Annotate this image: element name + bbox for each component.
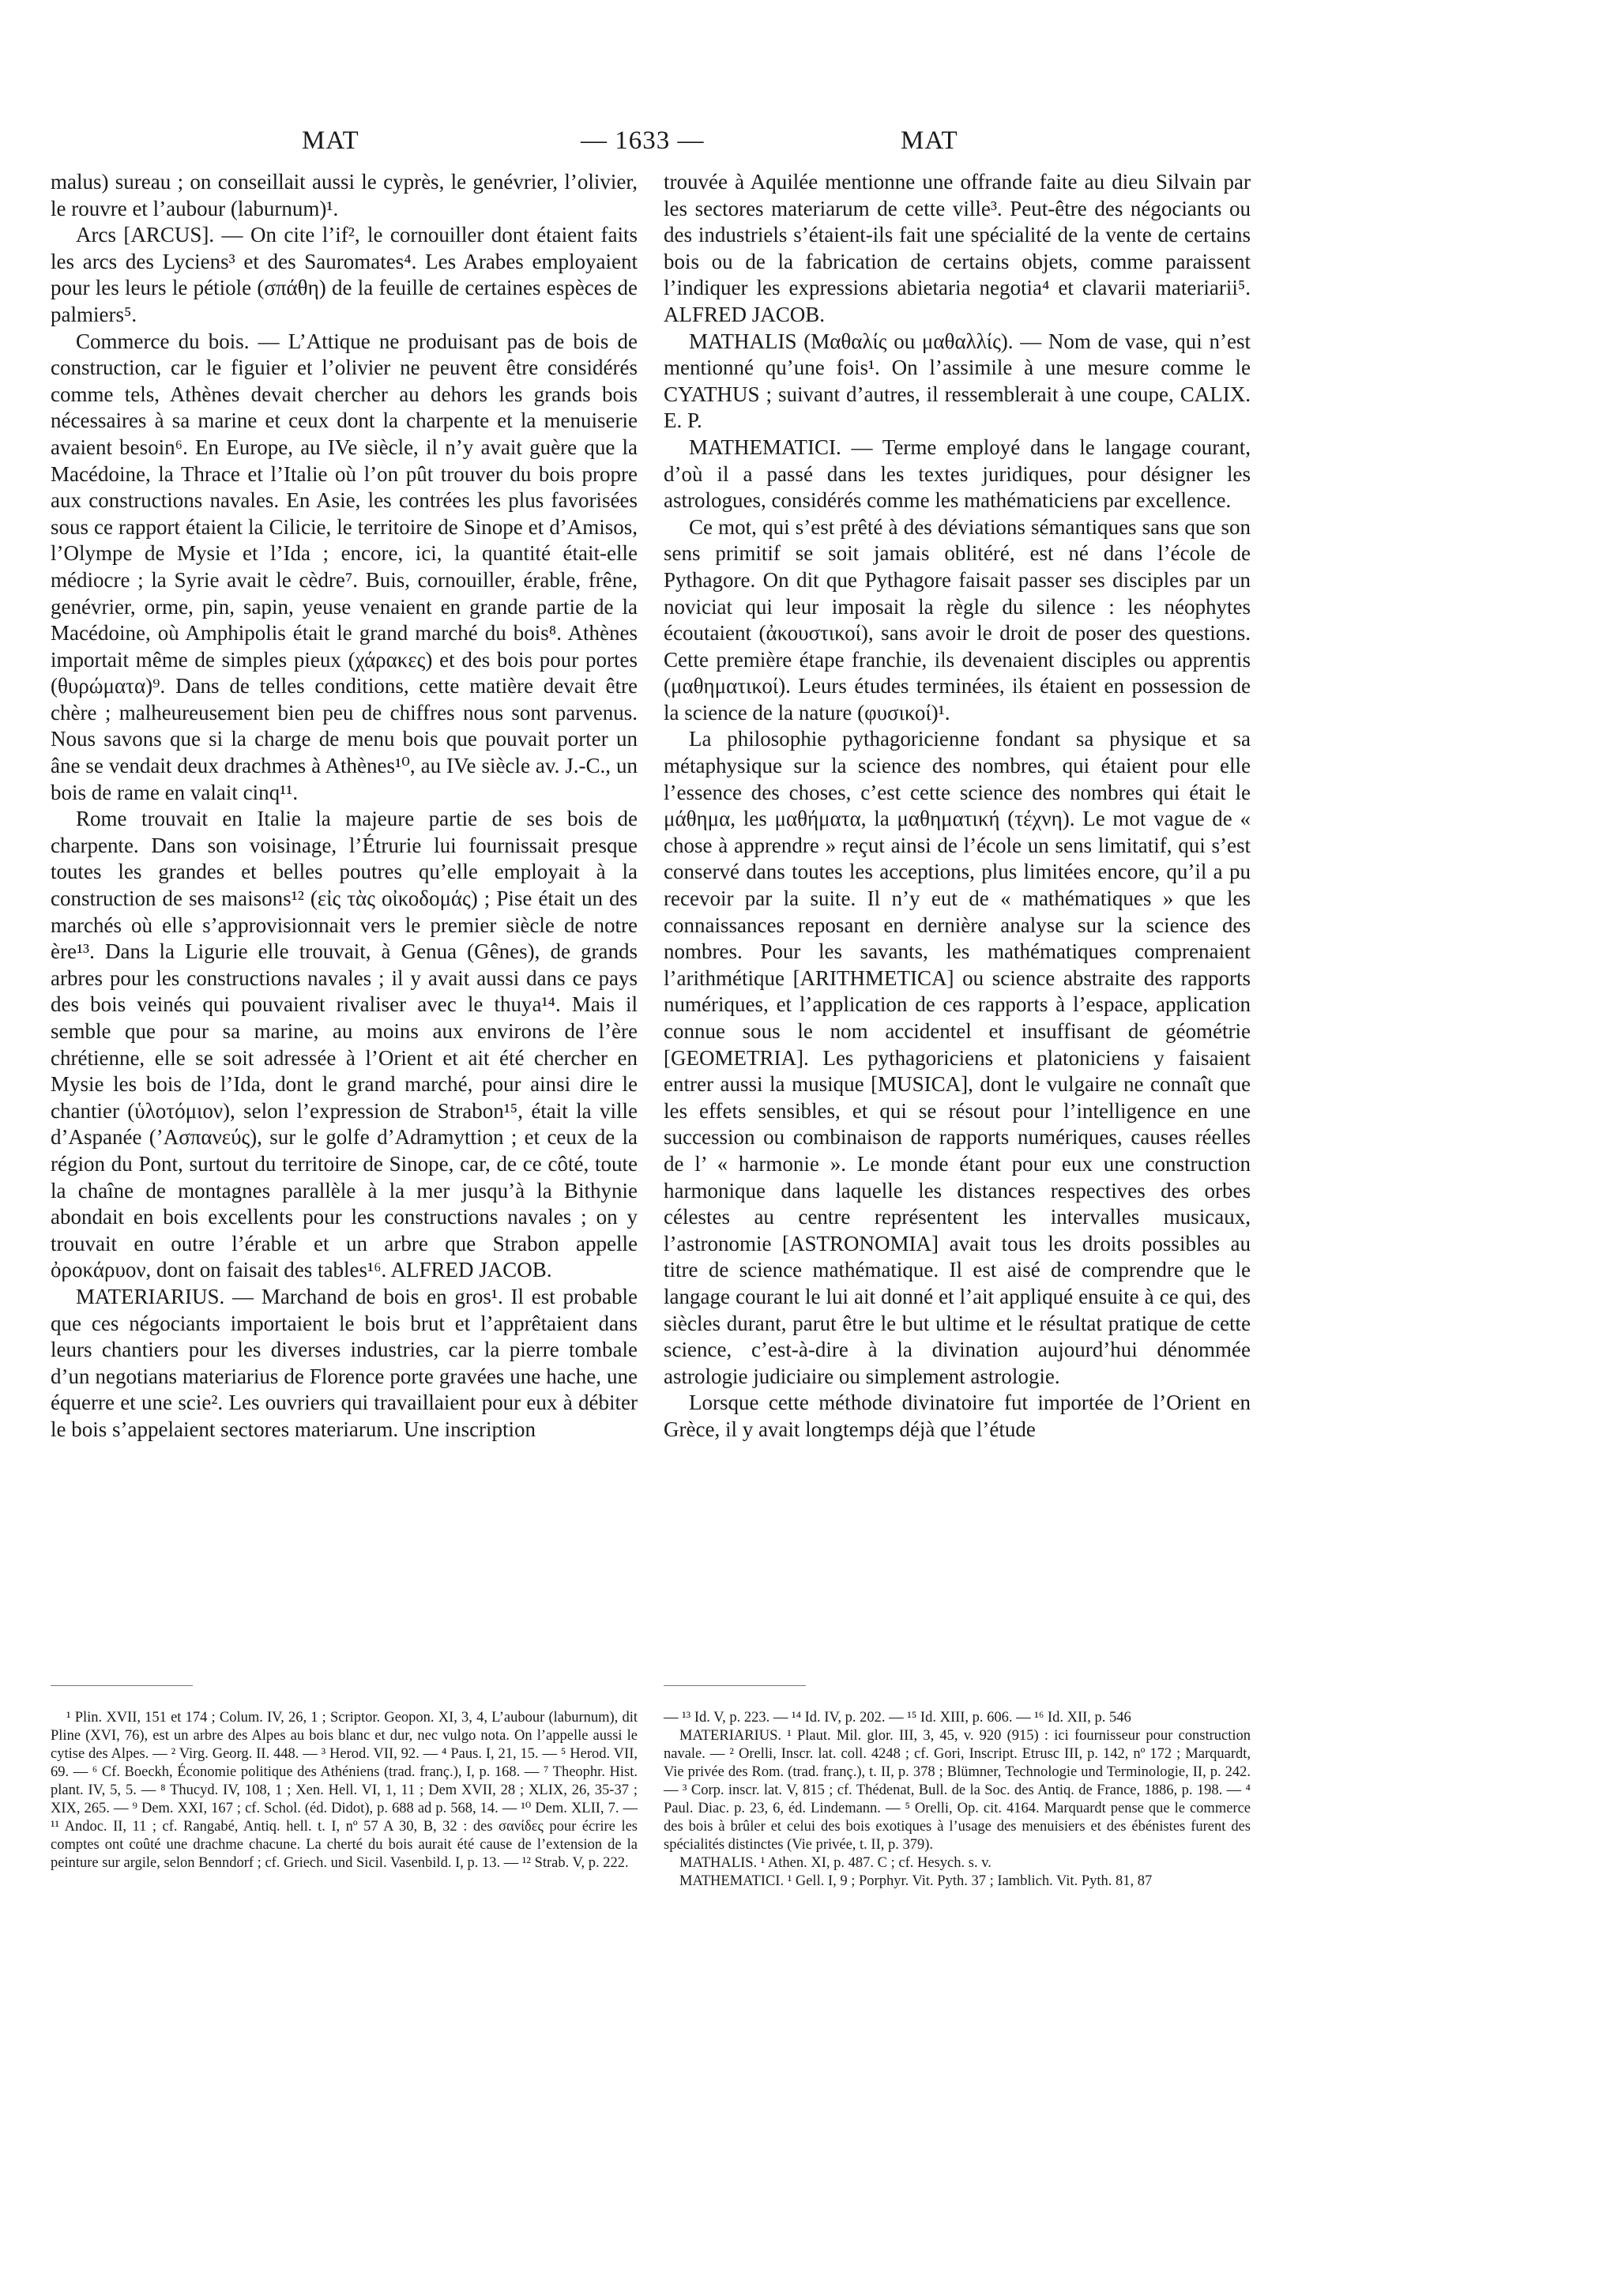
right-column-text xyxy=(664,169,1251,1443)
footnote-divider xyxy=(51,1685,193,1686)
paragraph: Commerce du bois. — L’Attique ne produisant pas de bois de construction, car le figuier et l’olivier ne peuvent être considérés comme tels, Athènes devait chercher au dehors les grands bois nécessaires à sa marine et ceux dont la charpente et la menuiserie avaient besoin⁶. En Europe, au IVe siècle, il n’y avait guère que la Macédoine, la Thrace et l’Italie où l’on pût trouver du bois propre aux constructions navales. En Asie, les contrées les plus favorisées sous ce rapport étaient la Cilicie, le territoire de Sinope et d’Amisos, l’Olympe de Mysie et l’Ida ; encore, ici, la quantité était-elle médiocre ; la Syrie avait le cèdre⁷. Buis, cornouiller, érable, frêne, genévrier, orme, pin, sapin, yeuse venaient en grande partie de la Macédoine, où Amphipolis était le grand marché du bois⁸. Athènes importait même de simples pieux (χάρακες) et des bois pour portes (θυρώματα)⁹. Dans de telles conditions, cette matière devait être chère ; malheureusement bien peu de chiffres nous sont parvenus. Nous savons que si la charge de menu bois que pouvait porter un âne se vendait deux drachmes à Athènes¹⁰, au IVe siècle av. J.-C., un bois de rame en valait cinq¹¹. xyxy=(51,329,638,804)
right-footnotes xyxy=(664,1709,1251,1891)
running-head-right: MAT xyxy=(901,126,958,155)
paragraph: Ce mot, qui s’est prêté à des déviations sémantiques sans que son sens primitif se soit jamais oblitéré, est né dans l’école de Pythagore. On dit que Pythagore faisait passer ses disciples par un noviciat qui leur imposait la règle du silence : les néophytes écoutaient (ἀκουστικοί), sans avoir le droit de poser des questions. Cette première étape franchie, ils devenaient disciples ou apprentis (μαθηματικοί). Leurs études terminées, ils étaient en possession de la science de la nature (φυσικοί)¹. xyxy=(664,514,1251,725)
footnote: MATHEMATICI. ¹ Gell. I, 9 ; Porphyr. Vit. Pyth. 37 ; Iamblich. Vit. Pyth. 81, 87 xyxy=(679,1873,1153,1889)
entry-materiarius: MATERIARIUS. — Marchand de bois en gros¹. Il est probable que ces négociants importaient le bois brut et l’apprêtaient dans leurs chantiers pour les diverses industries, car la pierre tombale d’un negotians materiarius de Florence porte gravées une hache, une équerre et une scie². Les ouvriers qui travaillaient pour eux à débiter le bois s’appelaient sectores materiarum. Une inscription xyxy=(51,1284,638,1441)
paragraph: Arcs [ARCUS]. — On cite l’if², le cornouiller dont étaient faits les arcs des Lyciens³ et des Sauromates⁴. Les Arabes employaient pour les leurs le pétiole (σπάθη) de la feuille de certaines espèces de palmiers⁵. xyxy=(51,223,638,326)
entry-mathematici: MATHEMATICI. — Terme employé dans le langage courant, d’où il a passé dans les textes juridiques, pour désigner les astrologues, considérés comme les mathématiciens par excellence. xyxy=(664,435,1251,513)
footnote-divider xyxy=(664,1685,806,1686)
paragraph: Lorsque cette méthode divinatoire fut importée de l’Orient en Grèce, il y avait longtemps déjà que l’étude xyxy=(664,1391,1251,1441)
paragraph: trouvée à Aquilée mentionne une offrande faite au dieu Silvain par les sectores materiarum de cette ville³. Peut-être des négociants ou des industriels s’étaient-ils fait une spécialité de la vente de certains bois ou de la fabrication de certains objets, comme paraissent l’indiquer les expressions abietaria negotia⁴ et clavarii materiarii⁵. ALFRED JACOB. xyxy=(664,170,1251,326)
footnote: MATERIARIUS. ¹ Plaut. Mil. glor. III, 3, 45, v. 920 (915) : ici fournisseur pour construction navale. — ² Orelli, Inscr. lat. coll. 4248 ; cf. Gori, Inscript. Etrusc III, p. 142, nº 172 ; Marquardt, Vie privée des Rom. (trad. franç.), t. II, p. 378 ; Blümner, Technologie und Terminologie, II, p. 242. — ³ Corp. inscr. lat. V, 815 ; cf. Thédenat, Bull. de la Soc. des Antiq. de France, 1886, p. 198. — ⁴ Paul. Diac. p. 23, 6, éd. Lindemann. — ⁵ Orelli, Op. cit. 4164. Marquardt pense que le commerce des bois à brûler et celui des bois exotiques à l’usage des menuisiers et des ébénistes furent des spécialités distinctes (Vie privée, t. II, p. 379). xyxy=(664,1728,1251,1853)
footnote: MATHALIS. ¹ Athen. XI, p. 487. C ; cf. Hesych. s. v. xyxy=(679,1855,991,1871)
page-number: — 1633 — xyxy=(581,126,705,155)
footnote: — ¹³ Id. V, p. 223. — ¹⁴ Id. IV, p. 202. — ¹⁵ Id. XIII, p. 606. — ¹⁶ Id. XII, p. 546 xyxy=(664,1710,1131,1726)
running-head-left: MAT xyxy=(302,126,359,155)
paragraph: La philosophie pythagoricienne fondant sa physique et sa métaphysique sur la science des nombres, qui étaient pour elle l’essence des choses, c’est cette science des nombres qui était le μάθημα, les μαθήματα, la μαθηματική (τέχνη). Le mot vague de « chose à apprendre » reçut ainsi de l’école un sens limitatif, qui s’est conservé dans toutes les acceptions, plus limitées encore, qu’il a pu recevoir par la suite. Il n’y eut de « mathématiques » que les connaissances reposant en dernière analyse sur la science des nombres. Pour les savants, les mathématiques comprenaient l’arithmétique [ARITHMETICA] ou science abstraite des rapports numériques, et l’application de ces rapports à l’espace, application connue sous le nom accidentel et insuffisant de géométrie [GEOMETRIA]. Les pythagoriciens et platoniciens y faisaient entrer aussi la musique [MUSICA], dont le vulgaire ne connaît que les effets sensibles, et qui se résout pour l’intelligence en une succession ou combinaison de rapports numériques, causes réelles de l’ « harmonie ». Le monde étant pour eux une construction harmonique dans laquelle les distances respectives des orbes célestes au centre représentent les intervalles musicaux, l’astronomie [ASTRONOMIA] avait tous les droits possibles au titre de science mathématique. Il est aisé de comprendre que le langage courant le lui ait donné et l’ait appliqué ensuite à ce qui, des siècles durant, parut être le but ultime et le résultat pratique de cette science, c’est-à-dire à la divination aujourd’hui dénommée astrologie judiciaire ou simplement astrologie. xyxy=(664,727,1251,1388)
paragraph: malus) sureau ; on conseillait aussi le cyprès, le genévrier, l’olivier, le rouvre et l’aubour (laburnum)¹. xyxy=(51,170,638,220)
footnote: ¹ Plin. XVII, 151 et 174 ; Colum. IV, 26, 1 ; Scriptor. Geopon. XI, 3, 4, L’aubour (laburnum), dit Pline (XVI, 76), est un arbre des Alpes au bois blanc et dur, nec vulgo nota. On l’appelle aussi le cytise des Alpes. — ² Virg. Georg. II. 448. — ³ Herod. VII, 92. — ⁴ Paus. I, 21, 15. — ⁵ Herod. VII, 69. — ⁶ Cf. Boeckh, Économie politique des Athéniens (trad. franç.), I, p. 168. — ⁷ Theophr. Hist. plant. IV, 5, 5. — ⁸ Thucyd. IV, 108, 1 ; Xen. Hell. VI, 1, 11 ; Dem XVII, 28 ; XLIX, 26, 35-37 ; XIX, 265. — ⁹ Dem. XXI, 167 ; cf. Schol. (éd. Didot), p. 688 ad p. 568, 14. — ¹⁰ Dem. XLII, 7. — ¹¹ Andoc. II, 11 ; cf. Rangabé, Antiq. hell. t. I, nº 57 A 30, B, 32 : des σανίδες pour écrire les comptes ont coûté une drachme chacune. La cherté du bois aurait été cause de l’extension de la peinture sur argile, selon Benndorf ; cf. Griech. und Sicil. Vasenbild. I, p. 13. — ¹² Strab. V, p. 222. xyxy=(51,1710,638,1871)
paragraph: Rome trouvait en Italie la majeure partie de ses bois de charpente. Dans son voisinage, l’Étrurie lui fournissait presque toutes les grandes et belles poutres qu’elle employait à la construction de ses maisons¹² (εἰς τὰς οἰκοδομάς) ; Pise était un des marchés où elle s’approvisionnait vers le premier siècle de notre ère¹³. Dans la Ligurie elle trouvait, à Genua (Gênes), de grands arbres pour les constructions navales ; il y avait aussi dans ce pays des bois veinés qui pouvaient rivaliser avec le thuya¹⁴. Mais il semble que pour sa marine, au moins aux environs de l’ère chrétienne, elle se soit adressée à l’Orient et ait été chercher en Mysie les bois de l’Ida, dont le grand marché, pour ainsi dire le chantier (ὑλοτόμιον), selon l’expression de Strabon¹⁵, était la ville d’Aspanée (’Ασπανεύς), sur le golfe d’Adramyttion ; et ceux de la région du Pont, surtout du territoire de Sinope, car, de ce côté, toute la chaîne de montagnes parallèle à la mer jusqu’à la Bithynie abondait en bois excellents pour les constructions navales ; on y trouvait en outre l’érable et un arbre que Strabon appelle ὀροκάρυον, dont on faisait des tables¹⁶. ALFRED JACOB. xyxy=(51,807,638,1282)
entry-mathalis: MATHALIS (Μαθαλίς ou μαθαλλίς). — Nom de vase, qui n’est mentionné qu’une fois¹. On l’assimile à une mesure comme le CYATHUS ; suivant d’autres, il ressemblerait à une coupe, CALIX. E. P. xyxy=(664,329,1251,433)
left-column-text xyxy=(51,169,638,1443)
left-footnotes xyxy=(51,1709,638,1873)
